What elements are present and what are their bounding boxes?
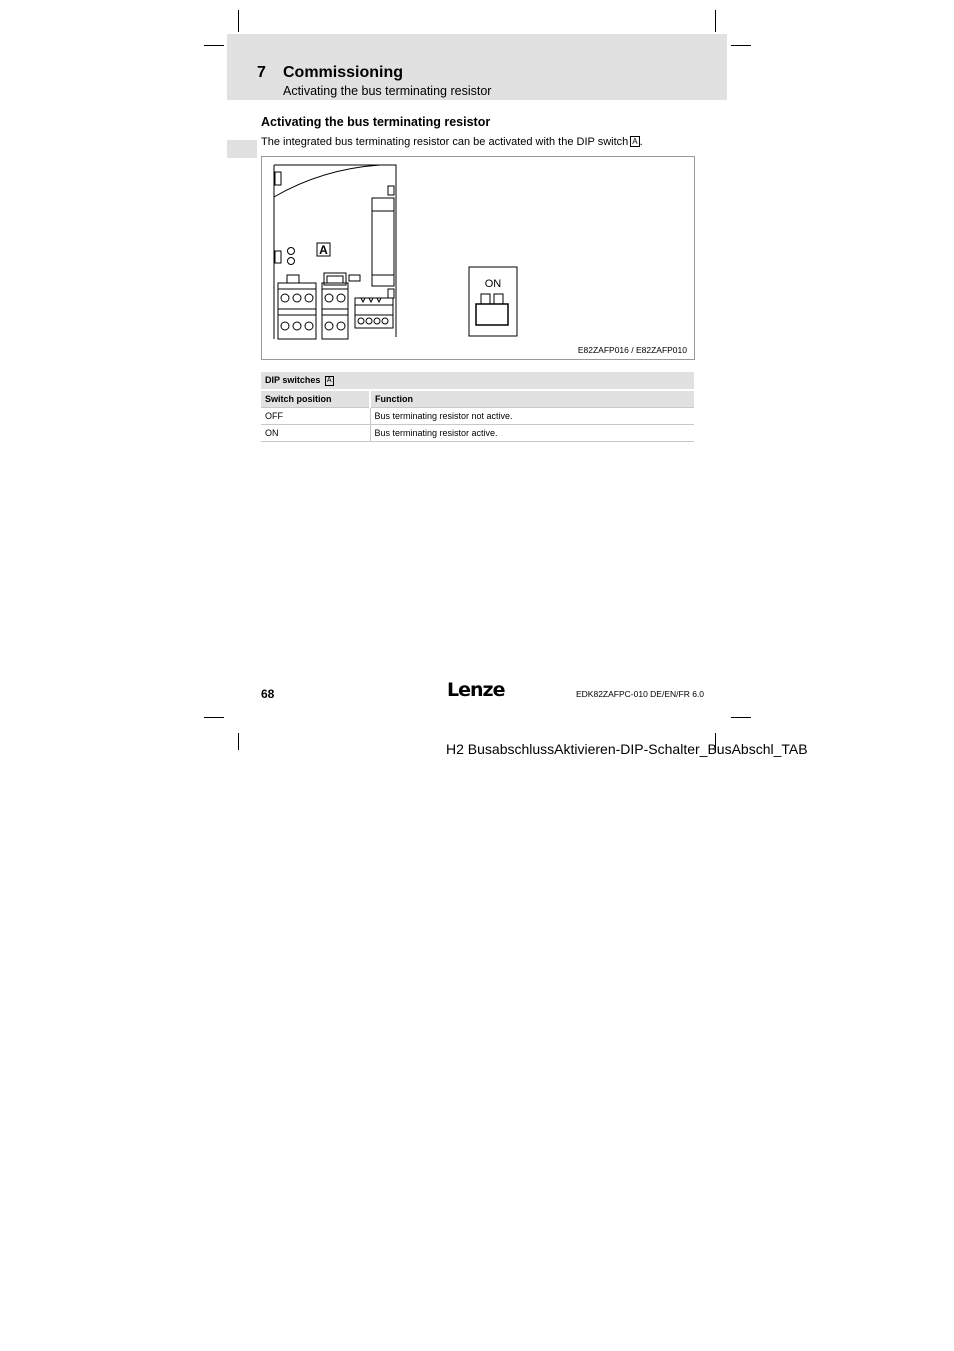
page-number: 68 bbox=[261, 687, 275, 701]
device-drawing bbox=[262, 157, 694, 359]
crop-mark bbox=[204, 717, 224, 718]
document-id: EDK82ZAFPC-010 DE/EN/FR 6.0 bbox=[576, 689, 705, 699]
row-function: Bus terminating resistor not active. bbox=[370, 408, 694, 425]
section-body bbox=[261, 136, 643, 148]
row-function: Bus terminating resistor active. bbox=[370, 425, 694, 442]
chapter-title: Commissioning bbox=[283, 64, 404, 81]
crop-mark bbox=[238, 10, 239, 32]
header-function: Function bbox=[370, 390, 694, 408]
row-position: OFF bbox=[261, 408, 370, 425]
table-title-text: DIP switches bbox=[265, 375, 321, 385]
table-title-marker: A bbox=[326, 377, 332, 384]
lenze-logo: Lenze bbox=[447, 679, 505, 701]
table-row bbox=[261, 425, 694, 442]
figure-caption: E82ZAFP016 / E82ZAFP010 bbox=[577, 345, 687, 355]
bookmark-label: H2 BusabschlussAktivieren-DIP-Schalter_BusAbschl_TAB bbox=[446, 741, 808, 757]
table-row bbox=[261, 408, 694, 425]
chapter-subtitle: Activating the bus terminating resistor bbox=[283, 84, 492, 98]
crop-mark bbox=[715, 10, 716, 32]
crop-mark bbox=[731, 45, 751, 46]
row-position: ON bbox=[261, 425, 370, 442]
dip-on-label: ON bbox=[484, 278, 502, 290]
crop-mark bbox=[238, 733, 239, 750]
crop-mark bbox=[204, 45, 224, 46]
dip-switch-table bbox=[261, 372, 694, 442]
figure-marker-a: A bbox=[319, 243, 328, 257]
table-header-row bbox=[261, 390, 694, 408]
table-title bbox=[261, 372, 694, 390]
header-switch-position: Switch position bbox=[261, 390, 370, 408]
section-body-end: . bbox=[639, 136, 643, 148]
side-tab-marker bbox=[227, 140, 257, 158]
crop-mark bbox=[731, 717, 751, 718]
chapter-number: 7 bbox=[257, 64, 266, 81]
table-title-row bbox=[261, 372, 694, 390]
dip-switch-marker: A bbox=[632, 137, 638, 146]
section-body-text: The integrated bus terminating resistor can be activated with the DIP switch bbox=[261, 136, 629, 148]
section-heading: Activating the bus terminating resistor bbox=[261, 115, 491, 129]
device-figure bbox=[261, 156, 695, 360]
